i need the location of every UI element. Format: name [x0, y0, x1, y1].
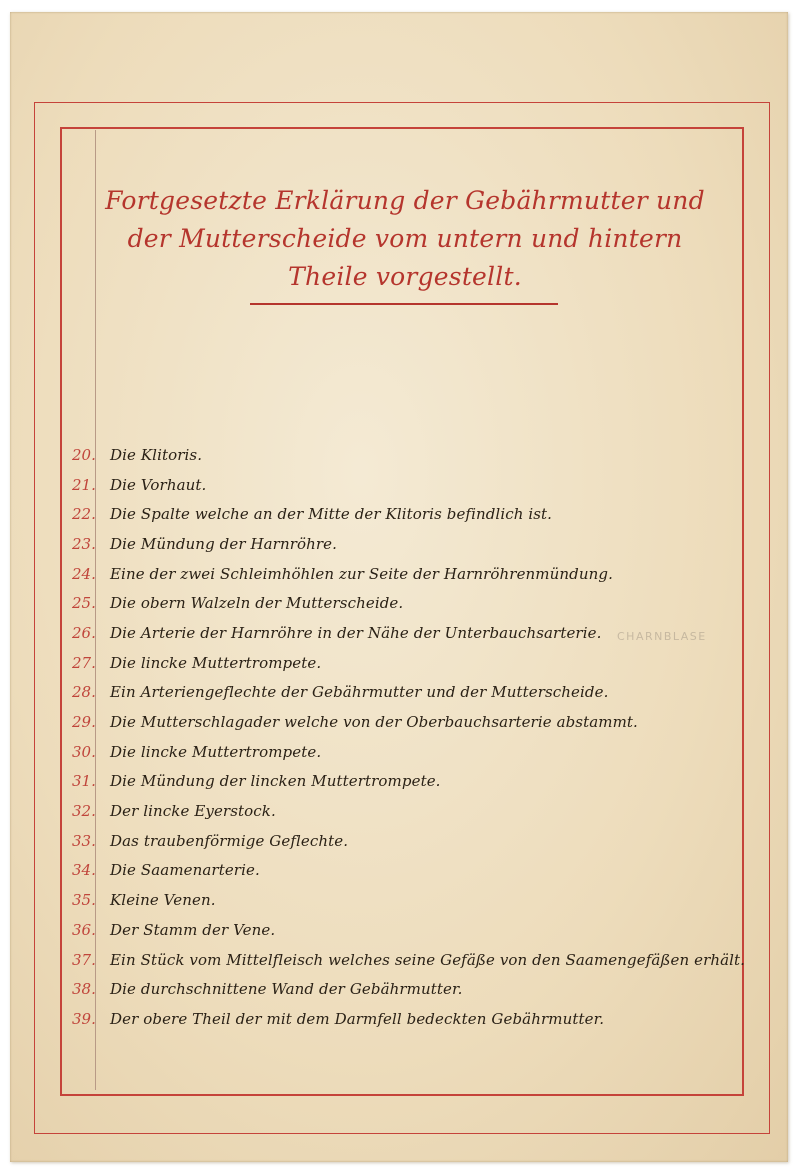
entry-text: Die Arterie der Harnröhre in der Nähe der Unterbauchsarterie.: [110, 623, 602, 642]
entry-number: 28.: [72, 683, 96, 702]
entry-text: Die durchschnittene Wand der Gebährmutter.: [110, 980, 463, 999]
entry-number: 35.: [72, 891, 96, 910]
list-item: [72, 648, 745, 678]
list-item: [72, 559, 745, 589]
list-item: [72, 915, 745, 945]
entry-text: Die lincke Muttertrompete.: [110, 742, 322, 761]
entry-number: 25.: [72, 594, 96, 613]
entry-number: 39.: [72, 1009, 96, 1028]
entry-number: 26.: [72, 623, 96, 642]
manuscript-page: [10, 12, 788, 1162]
entry-number: 20.: [72, 445, 96, 464]
title-underline: [250, 303, 558, 305]
entry-number: 37.: [72, 950, 96, 969]
entry-text: Der Stamm der Vene.: [110, 920, 276, 939]
entry-text: Die Klitoris.: [110, 445, 203, 464]
list-item: [72, 470, 745, 500]
entry-text: Die Mündung der lincken Muttertrompete.: [110, 772, 441, 791]
list-item: [72, 440, 745, 470]
list-item: [72, 796, 745, 826]
list-item: [72, 1004, 745, 1034]
entry-text: Die Mündung der Harnröhre.: [110, 534, 337, 553]
faded-stamp: CHARNBLASE: [617, 630, 707, 643]
page-title: Fortgesetzte Erklärung der Gebährmutter und der Mutterscheide vom untern und hintern Theile vorgestellt.: [105, 186, 705, 291]
entry-text: Die lincke Muttertrompete.: [110, 653, 322, 672]
entry-number: 27.: [72, 653, 96, 672]
list-item: [72, 707, 745, 737]
entry-number: 32.: [72, 802, 96, 821]
list-item: [72, 945, 745, 975]
entry-number: 36.: [72, 920, 96, 939]
entry-text: Die Saamenarterie.: [110, 861, 260, 880]
entry-number: 21.: [72, 475, 96, 494]
entry-number: 38.: [72, 980, 96, 999]
list-item: [72, 767, 745, 797]
entry-number: 31.: [72, 772, 96, 791]
entry-text: Die Vorhaut.: [110, 475, 207, 494]
entry-number: 24.: [72, 564, 96, 583]
legend-list: [72, 440, 745, 1034]
entry-text: Die Spalte welche an der Mitte der Klitoris befindlich ist.: [110, 505, 553, 524]
entry-text: Ein Arteriengeflechte der Gebährmutter und der Mutterscheide.: [110, 683, 609, 702]
entry-text: Die Mutterschlagader welche von der Oberbauchsarterie abstammt.: [110, 713, 638, 732]
entry-text: Kleine Venen.: [110, 891, 216, 910]
entry-text: Der obere Theil der mit dem Darmfell bedeckten Gebährmutter.: [110, 1009, 605, 1028]
entry-text: Die obern Walzeln der Mutterscheide.: [110, 594, 404, 613]
list-item: [72, 885, 745, 915]
entry-text: Der lincke Eyerstock.: [110, 802, 276, 821]
entry-text: Eine der zwei Schleimhöhlen zur Seite der Harnröhrenmündung.: [110, 564, 613, 583]
entry-number: 33.: [72, 831, 96, 850]
entry-number: 34.: [72, 861, 96, 880]
list-item: [72, 499, 745, 529]
entry-number: 22.: [72, 505, 96, 524]
list-item: [72, 737, 745, 767]
entry-number: 23.: [72, 534, 96, 553]
list-item: [72, 826, 745, 856]
entry-number: 30.: [72, 742, 96, 761]
list-item: [72, 856, 745, 886]
entry-text: Ein Stück vom Mittelfleisch welches seine Gefäße von den Saamengefäßen erhält.: [110, 950, 746, 969]
list-item: [72, 529, 745, 559]
entry-number: 29.: [72, 713, 96, 732]
list-item: [72, 678, 745, 708]
list-item: [72, 974, 745, 1004]
list-item: [72, 588, 745, 618]
entry-text: Das traubenförmige Geflechte.: [110, 831, 349, 850]
